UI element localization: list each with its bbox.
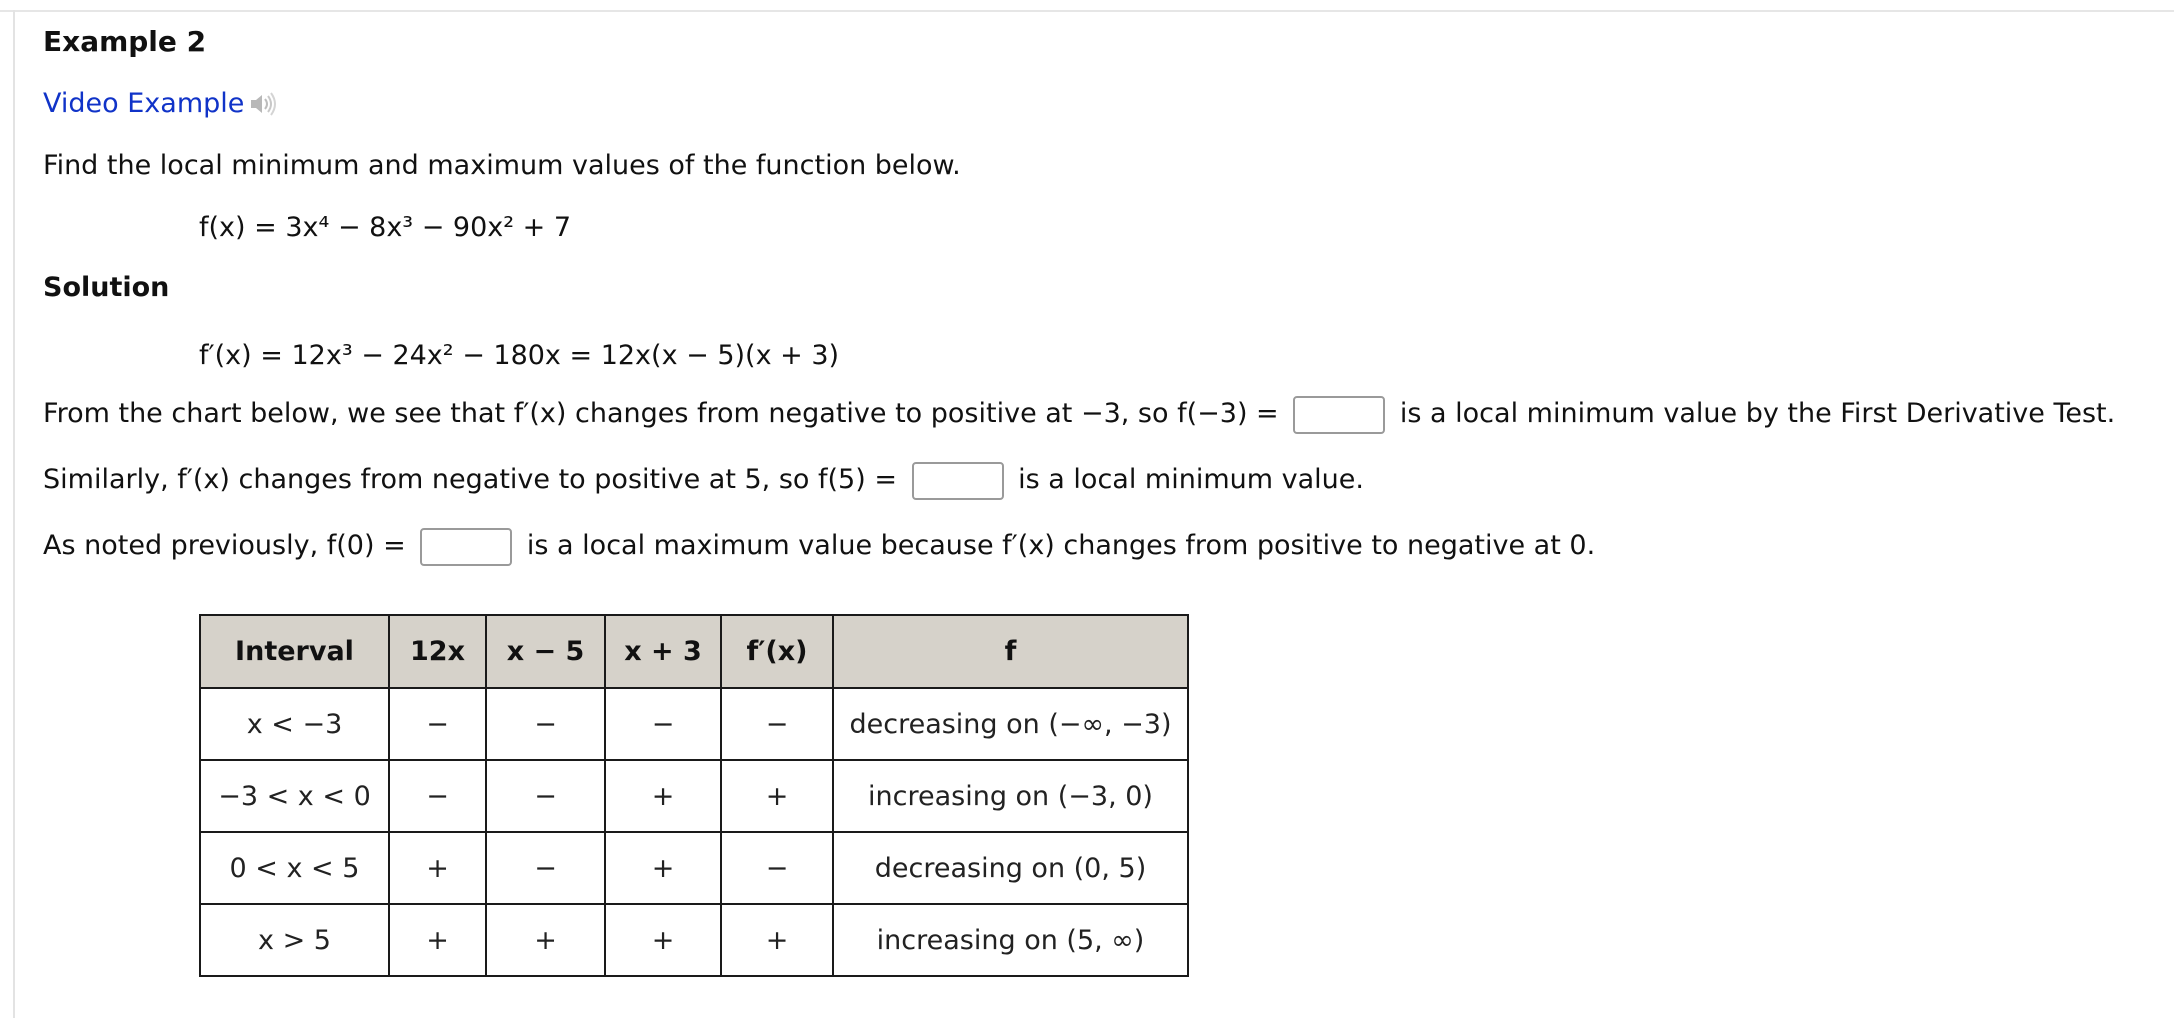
header-f: f [833,615,1188,688]
local-min-line-2 [43,458,2153,502]
example-heading: Example 2 [43,25,207,58]
table-cell: − [486,760,605,832]
function-definition: f(x) = 3x⁴ − 8x³ − 90x² + 7 [199,212,572,243]
line1-after: is a local minimum value by the First Derivative Test. [1399,398,2116,429]
table-cell: + [721,760,833,832]
sign-chart-table [199,614,1189,977]
table-cell: decreasing on (0, 5) [833,832,1188,904]
header-x-minus-5: x − 5 [486,615,605,688]
table-row [200,832,1188,904]
table-cell: decreasing on (−∞, −3) [833,688,1188,760]
line3-after: is a local maximum value because f′(x) changes from positive to negative at 0. [526,530,1596,561]
function-rhs: 3x⁴ − 8x³ − 90x² + 7 [285,212,572,243]
table-cell: x > 5 [200,904,389,976]
video-example-label[interactable]: Video Example [43,88,245,119]
answer-f-neg3-input[interactable] [1293,396,1385,434]
table-cell: + [486,904,605,976]
answer-f-5-input[interactable] [912,462,1004,500]
solution-heading: Solution [43,272,170,303]
derivative-lhs: f′(x) [199,340,252,371]
line1-before: From the chart below, we see that f′(x) changes from negative to positive at −3, so f(−3) = [43,398,1279,429]
line2-after: is a local minimum value. [1018,464,1364,495]
table-cell: x < −3 [200,688,389,760]
table-header-row [200,615,1188,688]
derivative-line: f′(x) = 12x³ − 24x² − 180x = 12x(x − 5)(x + 3) [199,340,840,371]
speaker-icon[interactable] [248,89,280,119]
table-cell: 0 < x < 5 [200,832,389,904]
table-cell: − [486,832,605,904]
table-cell: + [605,832,721,904]
local-min-line-1 [43,392,2153,436]
video-example-link[interactable] [43,86,2153,122]
top-divider [0,10,2174,12]
function-lhs: f(x) [199,212,246,243]
problem-prompt: Find the local minimum and maximum values of the function below. [43,150,961,181]
table-cell: + [389,904,486,976]
answer-f-0-input[interactable] [420,528,512,566]
table-row [200,760,1188,832]
left-divider [13,10,15,1018]
table-cell: + [605,760,721,832]
example-content [43,20,2153,568]
header-x-plus-3: x + 3 [605,615,721,688]
header-12x: 12x [389,615,486,688]
table-cell: − [721,832,833,904]
table-row [200,904,1188,976]
table-cell: −3 < x < 0 [200,760,389,832]
local-max-line [43,524,2153,568]
table-cell: − [605,688,721,760]
line3-before: As noted previously, f(0) = [43,530,406,561]
table-cell: − [486,688,605,760]
line2-before: Similarly, f′(x) changes from negative to positive at 5, so f(5) = [43,464,897,495]
header-interval: Interval [200,615,389,688]
table-row [200,688,1188,760]
table-cell: + [721,904,833,976]
table-cell: − [721,688,833,760]
table-cell: + [389,832,486,904]
table-cell: − [389,688,486,760]
header-f-prime: f′(x) [721,615,833,688]
table-cell: increasing on (−3, 0) [833,760,1188,832]
table-cell: increasing on (5, ∞) [833,904,1188,976]
table-cell: + [605,904,721,976]
derivative-rhs: 12x³ − 24x² − 180x = 12x(x − 5)(x + 3) [291,340,840,371]
table-cell: − [389,760,486,832]
